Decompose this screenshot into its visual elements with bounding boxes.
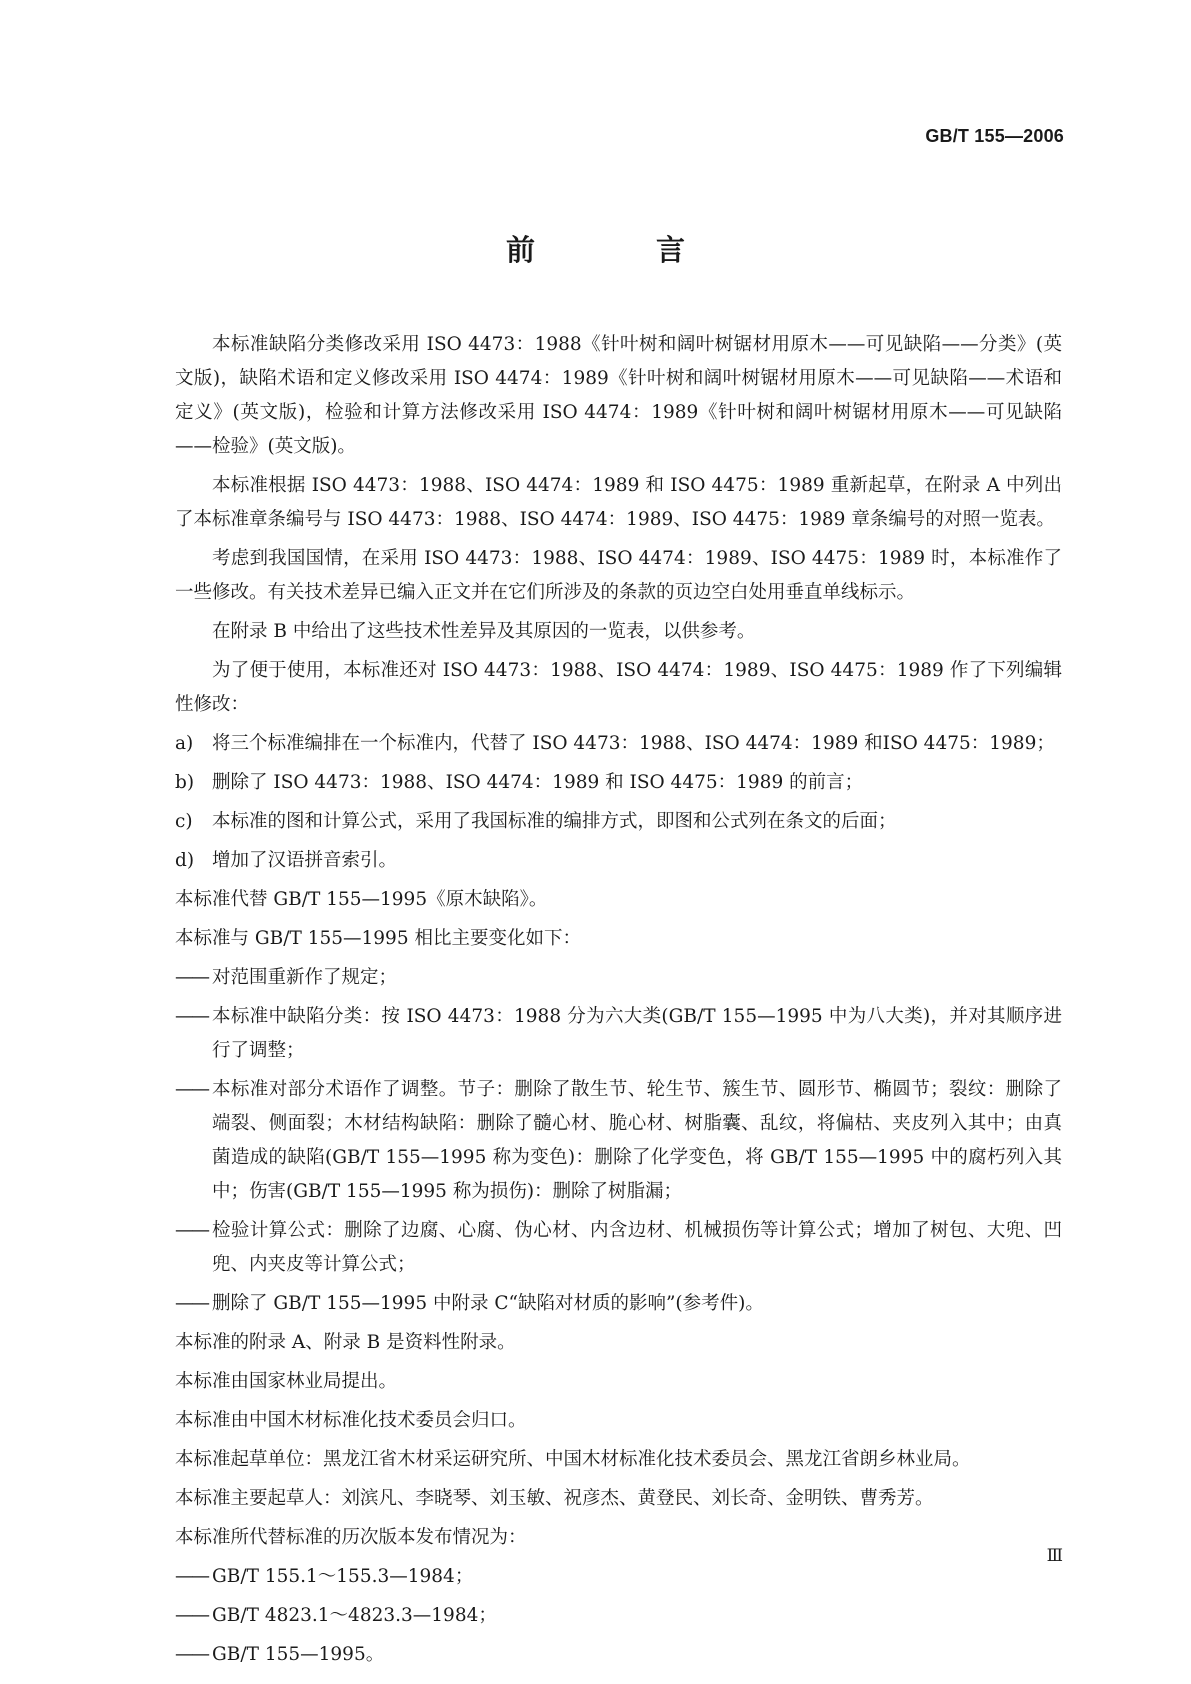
dash-item	[175, 1000, 1062, 1068]
list-text: 删除了 ISO 4473：1988、ISO 4474：1989 和 ISO 4475：1989 的前言；	[212, 772, 864, 793]
dash-item	[175, 1599, 1062, 1633]
list-marker: a)	[175, 733, 194, 754]
paragraph: 考虑到我国国情，在采用 ISO 4473：1988、ISO 4474：1989、ISO 4475：1989 时，本标准作了一些修改。有关技术差异已编入正文并在它们所涉及的条款的页边空白处用垂直单线标示。	[175, 548, 1062, 603]
dash-text: 删除了 GB/T 155—1995 中附录 C“缺陷对材质的影响”(参考件)。	[212, 1293, 764, 1314]
dash-item	[175, 1638, 1062, 1672]
paragraph: 本标准起草单位：黑龙江省木材采运研究所、中国木材标准化技术委员会、黑龙江省朗乡林业局。	[175, 1449, 971, 1470]
paragraph: 在附录 B 中给出了这些技术性差异及其原因的一览表，以供参考。	[212, 621, 756, 642]
page-title: 前 言	[505, 233, 731, 267]
dash-text: 本标准对部分术语作了调整。节子：删除了散生节、轮生节、簇生节、圆形节、椭圆节；裂纹：删除了端裂、侧面裂；木材结构缺陷：删除了髓心材、脆心材、树脂囊、乱纹，将偏枯、夹皮列入其中；由真菌造成的缺陷(GB/T 155—1995 称为变色)：删除了化学变色，将 GB/T 155—1995 中的腐朽列入其中；伤害(GB/T 155—1995 称为损伤)：删除了树脂漏；	[212, 1079, 1062, 1202]
changes-list	[175, 961, 1062, 1321]
dash-marker: ——	[175, 1605, 208, 1626]
paragraph: 本标准主要起草人：刘滨凡、李晓琴、刘玉敏、祝彦杰、黄登民、刘长奇、金明铁、曹秀芳。	[175, 1488, 934, 1509]
paragraph: 本标准由中国木材标准化技术委员会归口。	[175, 1410, 527, 1431]
paragraph: 为了便于使用，本标准还对 ISO 4473：1988、ISO 4474：1989、ISO 4475：1989 作了下列编辑性修改：	[175, 660, 1062, 715]
standard-number: GB/T 155—2006	[925, 126, 1064, 146]
list-item	[175, 766, 1062, 800]
editorial-list	[175, 727, 1062, 878]
list-text: 本标准的图和计算公式，采用了我国标准的编排方式，即图和公式列在条文的后面；	[212, 811, 897, 832]
list-marker: b)	[175, 772, 195, 793]
document-body	[175, 328, 1062, 1677]
list-marker: c)	[175, 811, 193, 832]
dash-text: 本标准中缺陷分类：按 ISO 4473：1988 分为六大类(GB/T 155—1995 中为八大类)，并对其顺序进行了调整；	[212, 1006, 1062, 1061]
page-number: Ⅲ	[1046, 1546, 1063, 1566]
replaces-statement: 本标准代替 GB/T 155—1995《原木缺陷》。	[175, 889, 548, 910]
dash-marker: ——	[175, 1293, 208, 1314]
list-item	[175, 727, 1062, 761]
dash-text: 检验计算公式：删除了边腐、心腐、伪心材、内含边材、机械损伤等计算公式；增加了树包、大兜、凹兜、内夹皮等计算公式；	[212, 1220, 1062, 1275]
dash-text: GB/T 155—1995。	[212, 1644, 385, 1665]
list-item	[175, 844, 1062, 878]
dash-text: GB/T 4823.1～4823.3—1984；	[212, 1605, 497, 1626]
dash-marker: ——	[175, 1220, 208, 1241]
list-text: 将三个标准编排在一个标准内，代替了 ISO 4473：1988、ISO 4474：1989 和ISO 4475：1989；	[212, 733, 1055, 754]
paragraph: 本标准根据 ISO 4473：1988、ISO 4474：1989 和 ISO 4475：1989 重新起草，在附录 A 中列出了本标准章条编号与 ISO 4473：1988、ISO 4474：1989、ISO 4475：1989 章条编号的对照一览表。	[175, 475, 1062, 530]
dash-marker: ——	[175, 1006, 208, 1027]
dash-item	[175, 961, 1062, 995]
paragraph: 本标准缺陷分类修改采用 ISO 4473：1988《针叶树和阔叶树锯材用原木——可见缺陷——分类》(英文版)，缺陷术语和定义修改采用 ISO 4474：1989《针叶树和阔叶树锯材用原木——可见缺陷——术语和定义》(英文版)，检验和计算方法修改采用 ISO 4474：1989《针叶树和阔叶树锯材用原木——可见缺陷——检验》(英文版)。	[175, 334, 1062, 457]
dash-item	[175, 1214, 1062, 1282]
dash-text: 对范围重新作了规定；	[212, 967, 398, 988]
dash-item	[175, 1073, 1062, 1209]
list-text: 增加了汉语拼音索引。	[212, 850, 398, 871]
changes-intro: 本标准与 GB/T 155—1995 相比主要变化如下：	[175, 928, 581, 949]
dash-marker: ——	[175, 1079, 208, 1100]
dash-marker: ——	[175, 1566, 208, 1587]
dash-text: GB/T 155.1～155.3—1984；	[212, 1566, 474, 1587]
paragraph: 本标准由国家林业局提出。	[175, 1371, 398, 1392]
paragraph: 本标准的附录 A、附录 B 是资料性附录。	[175, 1332, 516, 1353]
history-list	[175, 1560, 1062, 1672]
dash-marker: ——	[175, 967, 208, 988]
list-item	[175, 805, 1062, 839]
dash-item	[175, 1560, 1062, 1594]
dash-item	[175, 1287, 1062, 1321]
paragraph: 本标准所代替标准的历次版本发布情况为：	[175, 1527, 527, 1548]
dash-marker: ——	[175, 1644, 208, 1665]
list-marker: d)	[175, 850, 195, 871]
